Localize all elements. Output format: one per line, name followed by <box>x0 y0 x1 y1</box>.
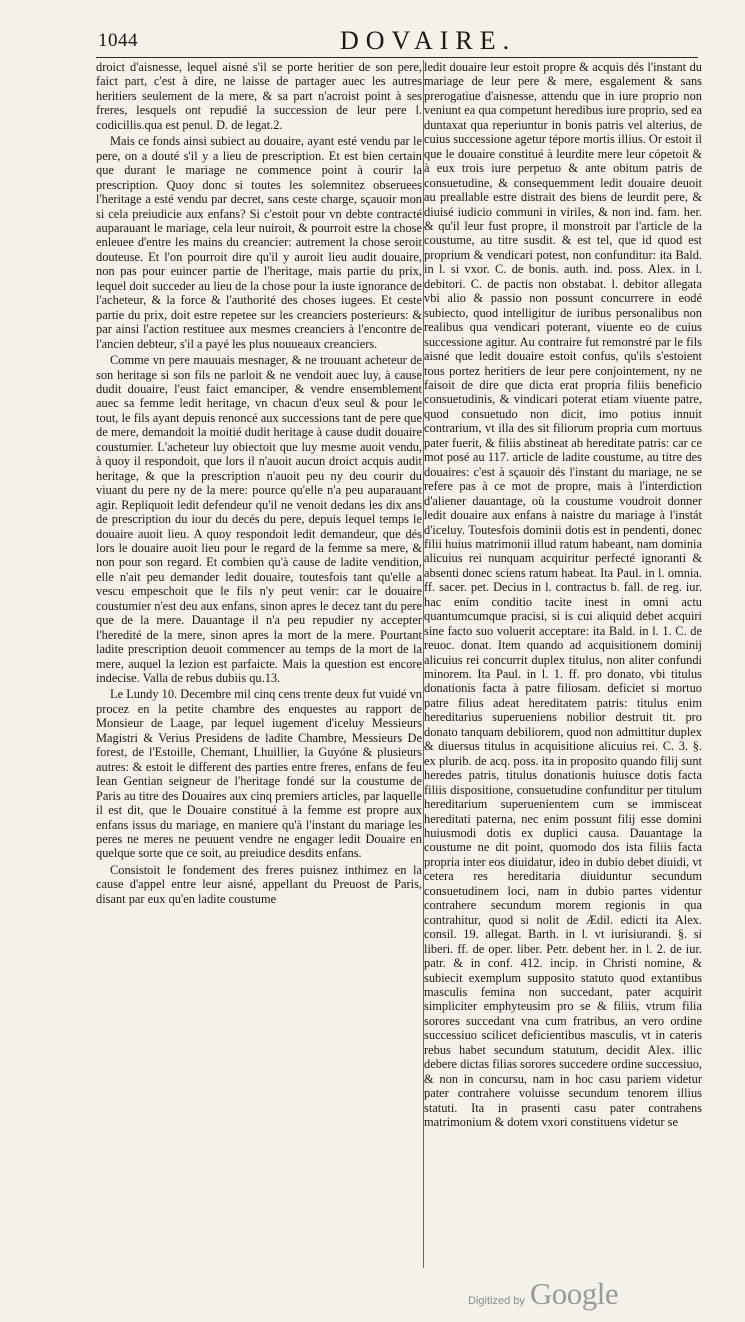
left-column <box>96 60 422 1266</box>
header-rule <box>96 57 698 58</box>
paragraph: droict d'aisnesse, lequel aisné s'il se porte heritier de son pere, faict part, c'est à dire, ne laisse de partager auec les autres heritiers seulement de la mere, & sa part n'acroist point à ses freres, lesquels ont repudié la succession de leur pere l. codicillis.qua est penul. D. de legat.2. <box>96 60 422 132</box>
digitization-watermark <box>468 1276 618 1312</box>
page-number: 1044 <box>98 30 138 51</box>
paragraph: Comme vn pere mauuais mesnager, & ne trouuant acheteur de son heritage si son fils ne parloit & ne vendoit auec luy, à cause dudit douaire, l'eust faict emanciper, & vendre ensemblement auec sa femme ledit heritage, vn chacun d'eux seul & pour le tout, le fils ayant depuis renoncé aux successions tant de pere que de mere, demandoit la moitié dudit heritage à cause dudit douaire coustumier. L'acheteur luy obiectoit que luy mesme auoit vendu, à quoy il respondoit, que lors il n'auoit aucun droict acquis audit heritage, & que la prescription n'auoit peu ny deu courir du viuant du pere ny de la mere: pource qu'elle n'a peu auparauant agir. Repliquoit ledit defendeur qu'il ne venoit dedans les dix ans de prescription du iour du decés du pere, depuis lequel temps le douaire auoit lieu. A quoy respondoit ledit demandeur, que dés lors le douaire auoit lieu pour le regard de la femme sa mere, & non pour son regard. Et combien qu'à cause de ladite vendition, elle n'ait peu demander ledit douaire, toutesfois tant qu'elle a vescu empeschoit que le fils n'y peut venir: car le douaire coustumier n'est deu aux enfans, sinon apres le decez tant du pere que de la mere. Dauantage il n'a peu repudier ny accepter l'heredité de la mere, sinon apres la mort de la mere. Pourtant ladite prescription deuoit commencer au temps de la mort de la mere, auquel la lezion est parfaicte. Mais la question est encore indecise. Valla de rebus dubiis qu.13. <box>96 353 422 686</box>
paragraph: ledit douaire leur estoit propre & acquis dés l'instant du mariage de leur pere & mere, esgalement & sans prerogatiue d'aisnesse, attendu que in iure proprio non veniunt ea qua competunt heredibus iure proprio, sed ea duntaxat qua reperiuntur in bonis patris vel alterius, de cuius successione agetur tépore mortis illius. Or estoit il que le douaire constitué à leurdite mere leur cópetoit & à eux trois iure perpetuo & ante obitum patris de consuetudine, & consequemment ledit douaire deuoit au preallable estre distrait des biens de leurdit pere, & diuisé iudicio communi in viriles, & non ind. fam. her. & qu'il leur fust propre, il monstroit par l'article de la coustume, au titre susdit. & est tel, que id quod est proprium & vendicari potest, non confunditur: ita Bald. in l. si vxor. C. de bonis. auth. ind. poss. Alex. in l. debitori. C. de pactis non obstabat. l. debitor allegata vbi alio & passio non possunt concurrere in eodé subiecto, quod intelligitur de iuribus personalibus non realibus qua vendicari poterant, viuente eo de cuius successione agitur. Au contraire fut remonstré par le fils aisné que ledit douaire estoit confus, qu'ils s'estoient tous portez heritiers de leur pere conjointement, ny ne faisoit de dire que dicta erat propria filiis beneficio consuetudinis, & vindicari poterat etiam viuente patre, quod consuetudo non dicit, imo potius innuit contrarium, vt illa des sit filiorum propria cum mortuus pater fuerit, & filiis abstineat ab hereditate patris: car ce mot posé au 117. article de ladite coustume, au titre des douaires: c'est à sçauoir dés l'instant du mariage, ne se refere pas à ce mot de propre, mais à l'interdiction d'aliener dauantage, où la coustume voudroit donner ledit douaire aux enfans à naistre du mariage à l'instát d'iceluy. Toutesfois dominii dotis est in pendenti, donec filii huius matrimonii illud ratum habeant, nam dominia alicuius rei nunquam acquiritur perfecté ignoranti & absenti donec sciens ratum habeat. Ita Paul. in l. omnia. ff. sacer. pet. Decius in l. contractus b. fall. de reg. iur. hac enim conditio tacite inest in omni actu quantumcumque pracisi, si is cui aliquid debet acquiri sine facto suo voluerit acceptare: ita Bald. in l. 1. C. de reuoc. donat. Item quando ad acquisitionem dominij alicuius rei concurrit duplex titulus, non aliter confundi minorem. Ita Paul. in l. 1. ff. pro donato, vbi titulus donationis facta à patre filiosam. deficiet si mortuo patre filius adeat hereditatem patris: titulus enim hereditarius superueniens nobilior destruit tit. pro donato tanquam debiliorem, quod non admittitur duplex & diuersus titulus in acquisitione alicuius rei. C. 3. §. ex plurib. de acq. poss. ita in proposito quando filij sunt heredes patris, titulus donationis huiusce dotis facta filiis dispositione, consuetudine confunditur per titulum hereditarium superuenientem cum se immisceat hereditati paterna, nec enim possunt filij esse domini huiusmodi dotis ex duplici causa. Dauantage la coustume ne dit point, quomodo dos ista filiis facta propria inter eos diuidatur, ideo in dubio debet diuidi, vt cetera res hereditaria diuiduntur secundum consuetudinem loci, nam in dubio partes videntur contrahere secundum morem regionis in qua contrahitur, quod si nolit de Ædil. edicti ita Alex. consil. 19. allegat. Barth. in l. vt iurisiurandi. §. si liberi. ff. de oper. liber. Petr. debent her. in l. 2. de iur. patr. & in conf. 412. incip. in Christi nomine, & subiecit exemplum supposito statuto quod extantibus masculis femina non succedant, pater acquirit simpliciter emphyteusim pro se & filiis, vtrum filia sorores succedant vna cum fratribus, an vero ordine successiuo scilicet deficientibus masculis, vt in cateris rebus habet secundum statutum, decidit Alex. illic debere dictas filias sorores succedere ordine successiuo, & non in concursu, nam in hoc casu pariem videtur pater contrahere voluisse secundum tenorem illius statuti. Ita in prasenti casu pater contrahens matrimonium & dotem vxori constituens videtur se <box>424 60 702 1130</box>
digitized-label: Digitized by <box>468 1295 525 1307</box>
paragraph: Consistoit le fondement des freres puisnez inthimez en la cause d'appel entre leur aisné, appellant du Preuost de Paris, disant par eux qu'en ladite coustume <box>96 862 422 906</box>
running-title: DOVAIRE. <box>340 26 517 55</box>
right-column <box>424 60 702 1266</box>
paragraph: Le Lundy 10. Decembre mil cinq cens trente deux fut vuidé vn procez en la petite chambre des enquestes au rapport de Monsieur de Laage, par lequel iugement d'iceluy Messieurs Magistri & Verius Presidens de ladite Chambre, Messieurs De forest, de l'Estoille, Chemant, Lhuillier, la Guyóne & plusieurs autres: & estoit le different des parties entre freres, enfans de feu Iean Gentian seigneur de l'heritage fondé sur la coustume de Paris au titre des Douaires aux cinq premiers articles, par laquelle il est dit, que le Douaire constitué à la femme est propre aux enfans issus du mariage, en maniere qu'à l'instant du mariage les peres ne meres ne peuuent vendre ne engager ledit Douaire en quelque sorte que ce soit, au preiudice desdits enfans. <box>96 687 422 861</box>
google-logo: Google <box>529 1276 619 1311</box>
paragraph: Mais ce fonds ainsi subiect au douaire, ayant esté vendu par le pere, on a douté s'il y a lieu de prescription. Et est bien certain que durant le mariage ne commence point à courir la prescription. Quoy donc si toutes les solemnitez obseruees l'heritage a esté vendu par decret, sans ceste charge, sçauoir mon si cela preiudicie aux enfans? Si c'estoit pour vn debte contracté auparauant le mariage, cela leur nuiroit, & pourroit estre la chose enleuee d'entre les mains du creancier: autrement la chose seroit douteuse. Et l'on pourroit dire qu'il y auroit lieu audit douaire, non pas pour euincer partie de l'heritage, mais partie du prix, lequel doit succeder au lieu de la chose pour la iuste ignorance de l'acheteur, & la force & l'authorité des choses iugees. Et ceste partie du prix, doit estre repetee sur les creanciers posterieurs: & par ainsi l'action restituee aux mesmes creanciers à l'encontre de l'ancien debteur, s'il a payé les plus nouueaux creanciers. <box>96 134 422 351</box>
